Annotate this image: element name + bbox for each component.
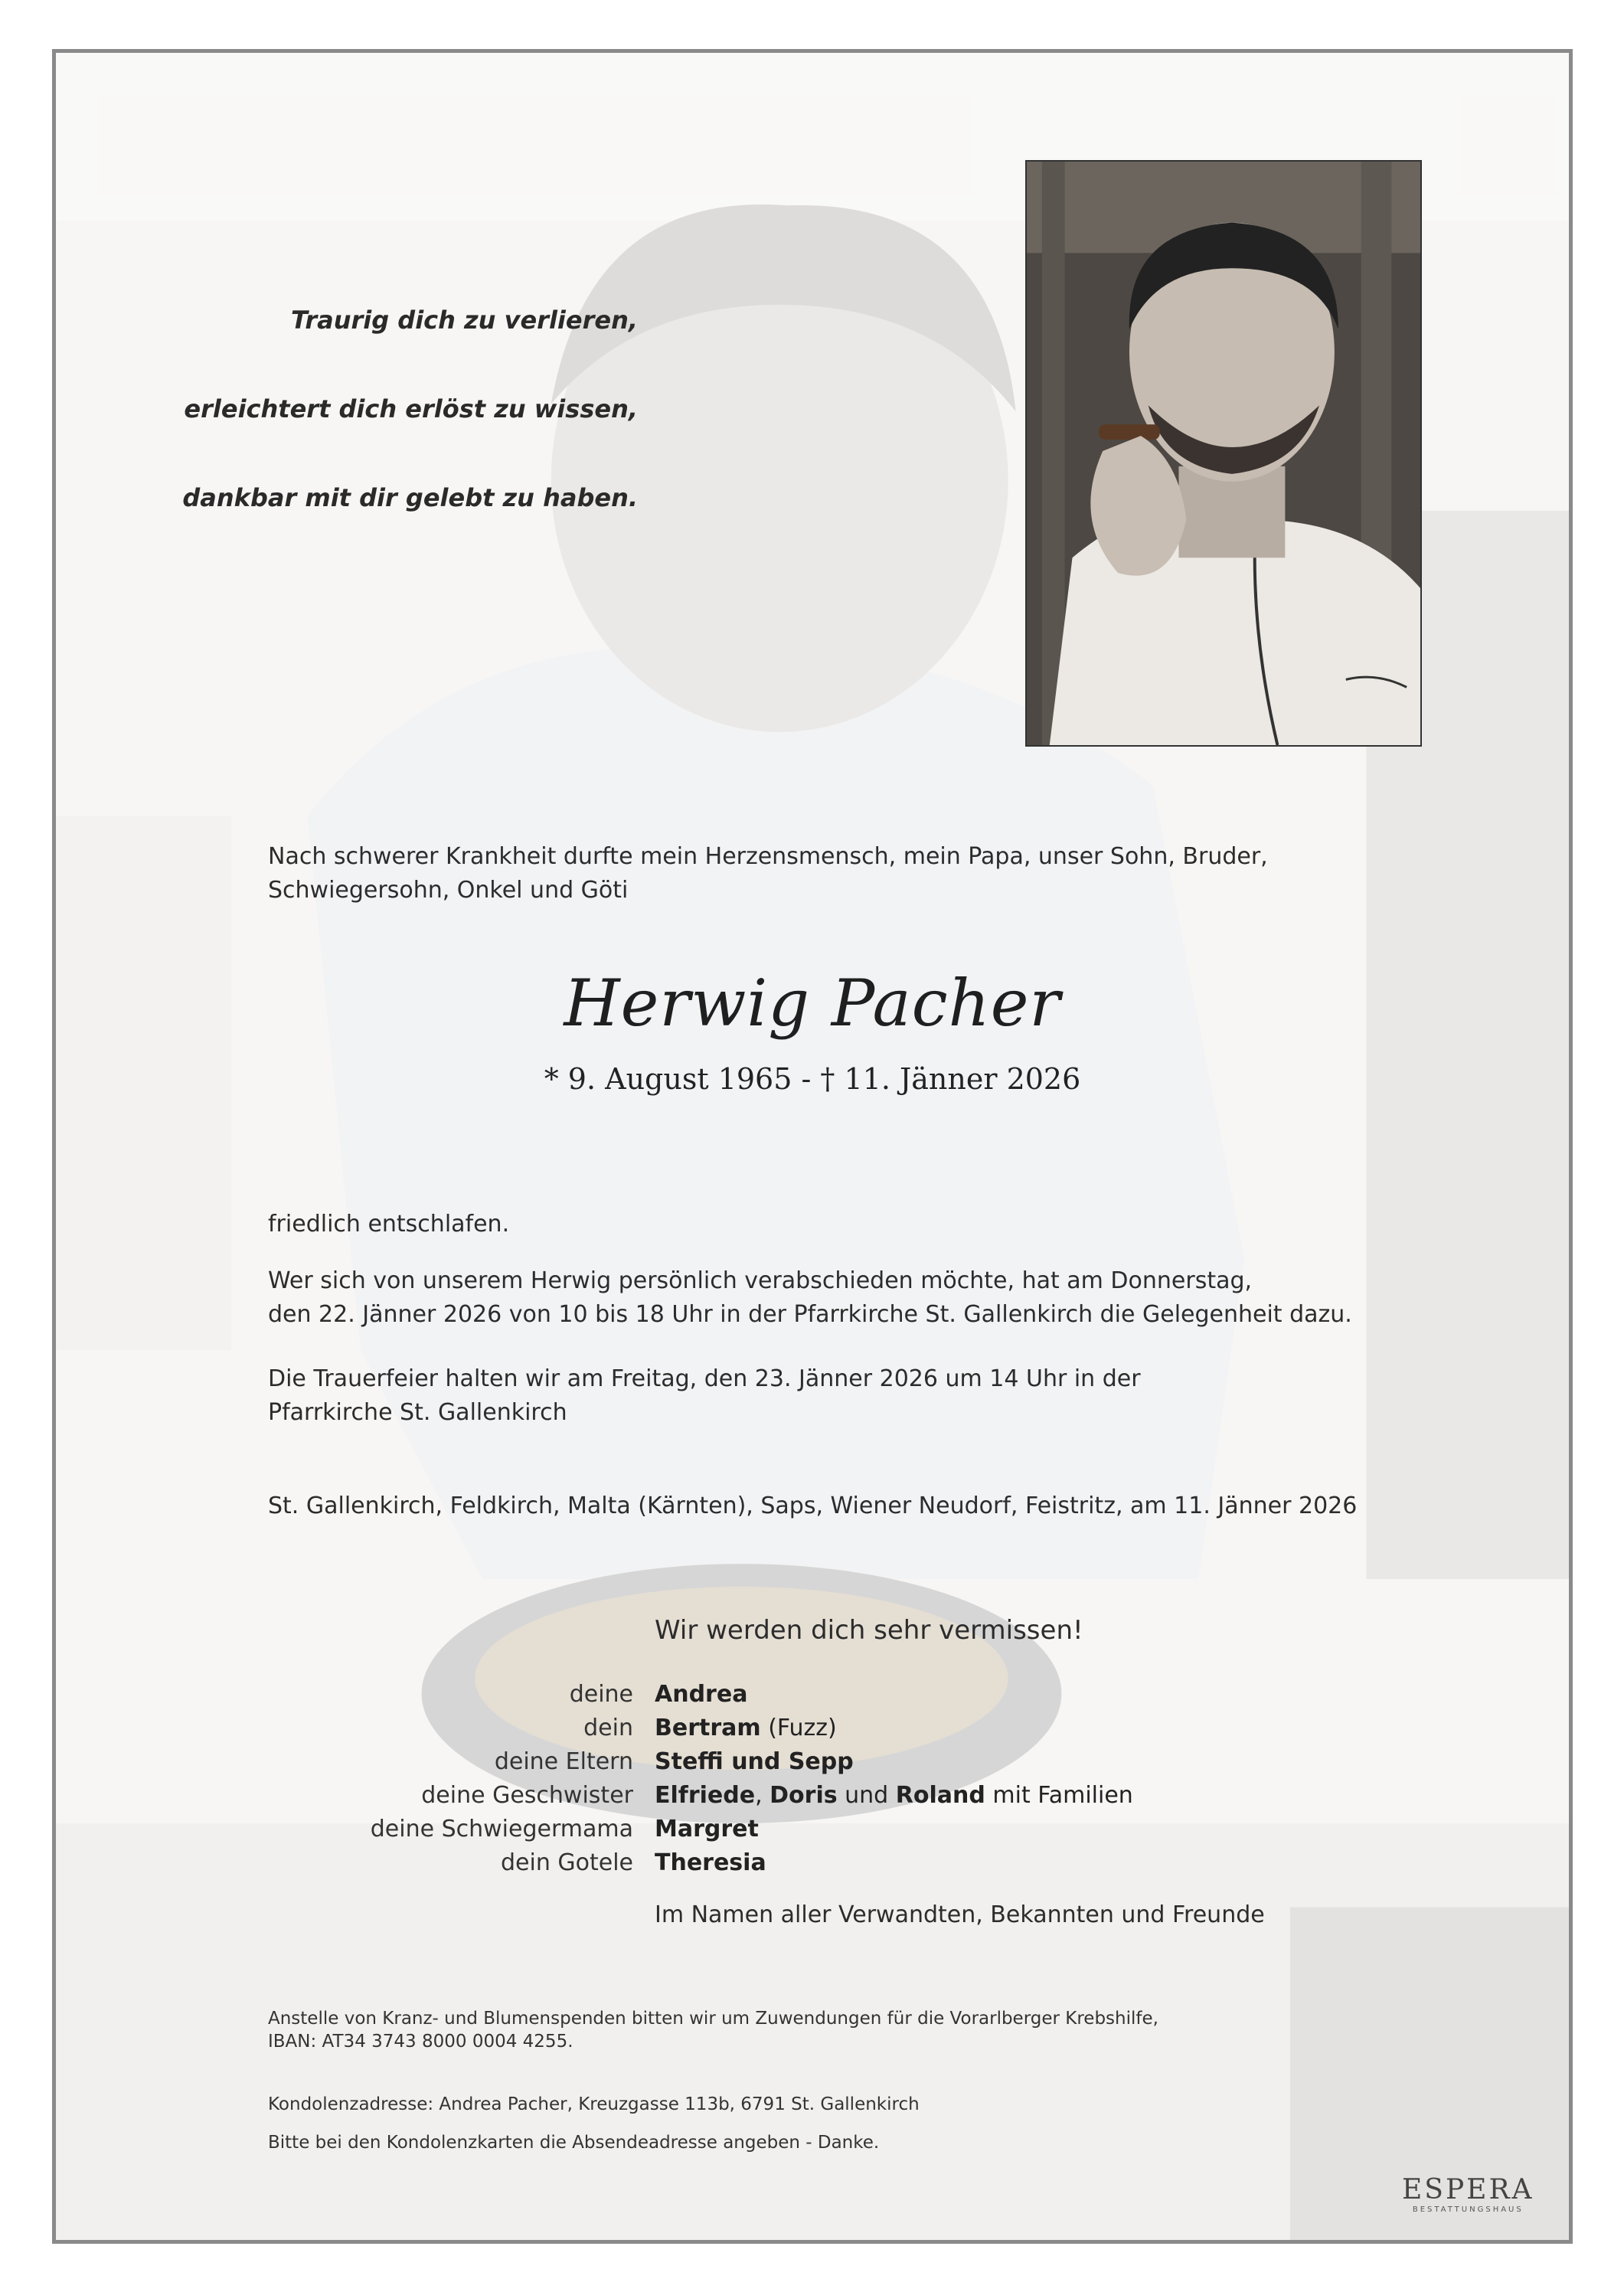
mourner-names: Steffi und Sepp [655,1748,854,1775]
mourner-names: Bertram (Fuzz) [655,1715,837,1741]
mourner-row [56,1678,1569,1712]
mourner-relation: deine [569,1681,633,1708]
mourner-relation: deine Eltern [494,1748,633,1775]
farewell-line-2: den 22. Jänner 2026 von 10 bis 18 Uhr in der Pfarrkirche St. Gallenkirch die Gelegenheit dazu. [268,1301,1352,1328]
mourner-relation: deine Schwiegermama [370,1816,633,1842]
mourner-row [56,1813,1569,1846]
funeral-line-2: Pfarrkirche St. Gallenkirch [268,1399,567,1426]
logo-subtitle: BESTATTUNGSHAUS [1412,2205,1524,2214]
donation-line-2: IBAN: AT34 3743 8000 0004 4255. [268,2032,573,2052]
logo-name: ESPERA [1402,2174,1534,2205]
life-dates: * 9. August 1965 - † 11. Jänner 2026 [544,1062,1081,1096]
mourner-relation: dein Gotele [501,1849,633,1876]
farewell-line-1: Wer sich von unserem Herwig persönlich verabschieden möchte, hat am Donnerstag, [268,1267,1253,1294]
funeral-line-1: Die Trauerfeier halten wir am Freitag, den 23. Jänner 2026 um 14 Uhr in der [268,1365,1141,1392]
condolence-note: Bitte bei den Kondolenzkarten die Absendeadresse angeben - Danke. [268,2133,880,2153]
espera-logo [1402,2174,1534,2214]
mourners-closing: Im Namen aller Verwandten, Bekannten und Freunde [655,1901,1265,1928]
mourner-names: Andrea [655,1681,748,1708]
mourner-row [56,1846,1569,1880]
obituary-frame [52,49,1573,2244]
poem-line-3: dankbar mit dir gelebt zu haben. [182,483,638,512]
mourner-names: Elfriede, Doris und Roland mit Familien [655,1782,1133,1809]
portrait-photo [1025,160,1422,747]
mourner-relation: dein [583,1715,633,1741]
mourner-names: Theresia [655,1849,766,1876]
poem-line-2: erleichtert dich erlöst zu wissen, [184,394,638,423]
passed-text: friedlich entschlafen. [268,1211,510,1238]
condolence-address: Kondolenzadresse: Andrea Pacher, Kreuzgasse 113b, 6791 St. Gallenkirch [268,2094,920,2114]
poem-line-1: Traurig dich zu verlieren, [291,306,638,335]
mourner-names: Margret [655,1816,759,1842]
places-date: St. Gallenkirch, Feldkirch, Malta (Kärnten), Saps, Wiener Neudorf, Feistritz, am 11. Jänner 2026 [268,1493,1358,1519]
mourner-relation: deine Geschwister [421,1782,633,1809]
intro-line-2: Schwiegersohn, Onkel und Göti [268,877,629,904]
mourners-heading: Wir werden dich sehr vermissen! [655,1615,1083,1646]
mourner-row [56,1745,1569,1779]
mourner-row [56,1712,1569,1745]
deceased-name: Herwig Pacher [564,966,1061,1041]
poem [171,306,638,551]
donation-line-1: Anstelle von Kranz- und Blumenspenden bitten wir um Zuwendungen für die Vorarlberger Krebshilfe, [268,2009,1158,2029]
mourner-row [56,1779,1569,1813]
intro-line-1: Nach schwerer Krankheit durfte mein Herzensmensch, mein Papa, unser Sohn, Bruder, [268,843,1268,870]
